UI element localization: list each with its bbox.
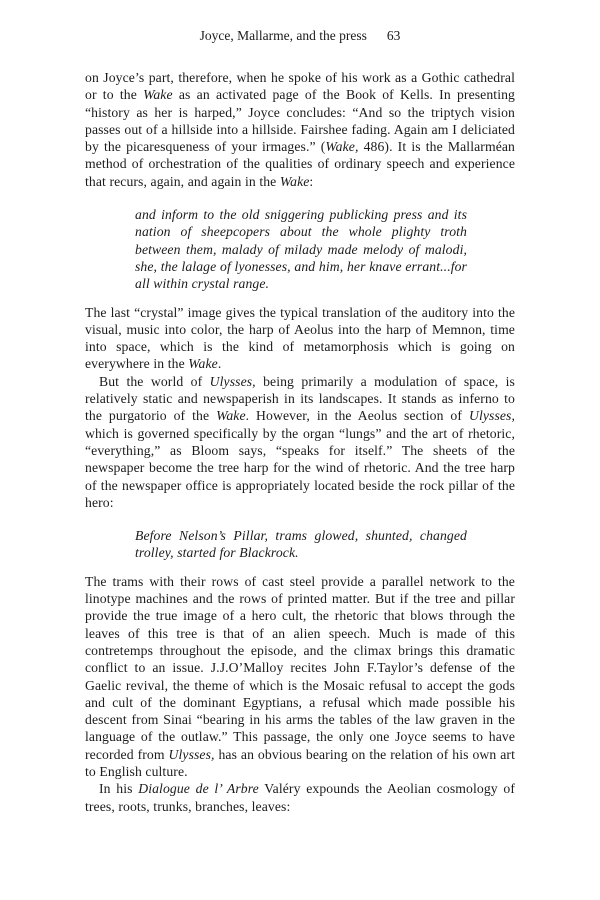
paragraph-crystal-image: The last “crystal” image gives the typical translation of the auditory into the visual, music into color, the harp of Aeolus into the harp of Memnon, time into space, which is the kind of metamorphosis which is going on everywhere in the Wake. — [85, 304, 515, 372]
paragraph-continuation: on Joyce’s part, therefore, when he spoke of his work as a Gothic cathedral or to the Wake as an activated page of the Book of Kells. In presenting “history as her is harped,” Joyce concludes: “And so the triptych vision passes out of a hillside into a hillside. Fairshee fading. Again am I deliciated by the picaresqueness of your irmages.” (Wake, 486). It is the Mallarméan method of orchestration of the qualities of ordinary speech and experience that recurs, again, and again in the Wake: — [85, 70, 515, 189]
paragraph-dialogue-arbre: In his Dialogue de l’ Arbre Valéry expounds the Aeolian cosmology of trees, roots, trunks, branches, leaves: — [85, 781, 515, 814]
running-head-title: Joyce, Mallarme, and the press — [199, 28, 367, 43]
paragraph-trams: The trams with their rows of cast steel provide a parallel network to the linotype machines and the rows of printed matter. But if the tree and pillar provide the true image of a hero cult, the rhetoric that blows through the leaves of this tree is that of an alien speech. Much is made of this contretemps throughout the episode, and the climax brings this dramatic conflict to an issue. J.J.O’Malloy recites John F.Taylor’s defense of the Gaelic revival, the theme of which is the Mosaic refusal to accept the gods and cult of the dominant Egyptians, a refusal which made possible his descent from Sinai “bearing in his arms the tables of the law graven in the language of the outlaw.” This passage, the only one Joyce seems to have recorded from Ulysses, has an obvious bearing on the relation of his own art to English culture. — [85, 573, 515, 779]
block-quote-nelsons-pillar: Before Nelson’s Pillar, trams glowed, shunted, changed trolley, started for Blackrock. — [135, 528, 467, 561]
running-header — [0, 0, 600, 44]
page-content — [0, 69, 600, 815]
paragraph-ulysses-world: But the world of Ulysses, being primarily a modulation of space, is relatively static and newspaperish in its landscapes. It stands as inferno to the purgatorio of the Wake. However, in the Aeolus section of Ulysses, which is governed specifically by the organ “lungs” and the art of rhetoric, “everything,” as Bloom says, “speaks for itself.” The sheets of the newspaper become the tree harp for the wind of rhetoric. And the tree harp of the newspaper office is appropriately located beside the rock pillar of the hero: — [85, 373, 515, 510]
page-number: 63 — [386, 28, 401, 43]
block-quote-wake: and inform to the old sniggering publicking press and its nation of sheepcopers about the whole plighty troth between them, malady of milady made melody of malodi, she, the lalage of lyonesses, and him, her knave errant...for all within crystal range. — [135, 207, 467, 292]
